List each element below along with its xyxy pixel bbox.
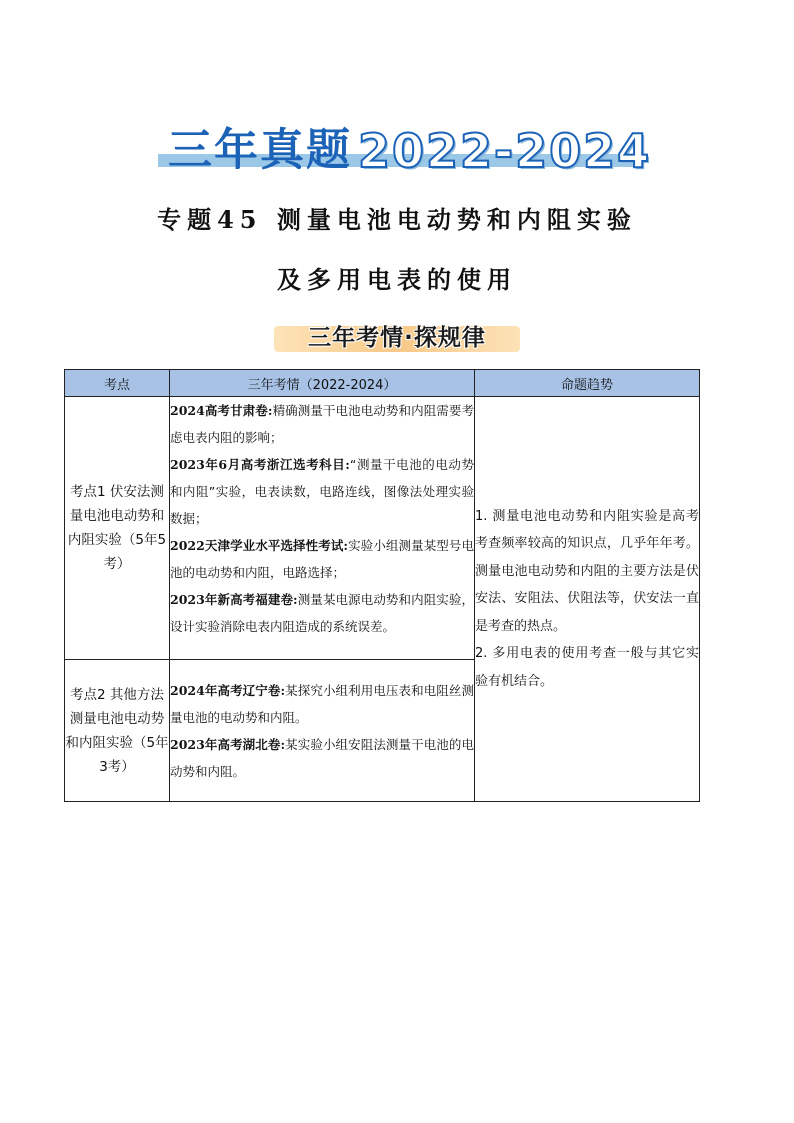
- table-row: [65, 397, 700, 660]
- history-entry: [170, 451, 474, 532]
- history-entry-source: 2023年高考湖北卷:: [170, 736, 286, 752]
- exam-point-cell: 考点1 伏安法测量电池电动势和内阻实验（5年5考）: [65, 397, 170, 660]
- page-title-line2: 及多用电表的使用: [277, 265, 517, 294]
- history-entry: [170, 397, 474, 451]
- history-entry-text: 某探究小组利用电压表和电阻丝测量电池的电动势和内阻。: [170, 682, 474, 725]
- page-title-line1: 专题45 测量电池电动势和内阻实验: [157, 205, 637, 234]
- history-entry: [170, 586, 474, 640]
- table-header-row: [65, 370, 700, 397]
- history-entry-text: 某实验小组安阻法测量干电池的电动势和内阻。: [170, 736, 474, 779]
- header-point: 考点: [65, 370, 170, 397]
- banner-title-cn: 三年真题: [168, 124, 352, 176]
- history-entry-text: 精确测量干电池电动势和内阻需要考虑电表内阻的影响；: [170, 403, 474, 445]
- badge-label: 三年考情·探规律: [308, 325, 486, 351]
- trend-item: 2. 多用电表的使用考查一般与其它实验有机结合。: [475, 646, 699, 689]
- header-trend: 命题趋势: [475, 370, 700, 397]
- history-entry-source: 2024高考甘肃卷:: [170, 403, 273, 418]
- trend-cell: [475, 397, 700, 802]
- header-history: 三年考情（2022-2024）: [170, 370, 475, 397]
- history-entry-source: 2024年高考辽宁卷:: [170, 682, 286, 698]
- history-entry: [170, 731, 474, 785]
- exam-analysis-table: [64, 369, 700, 802]
- banner-title: [168, 124, 651, 176]
- history-entry-text: 实验小组测量某型号电池的电动势和内阻，电路选择；: [170, 538, 474, 580]
- trend-item: 1. 测量电池电动势和内阻实验是高考考查频率较高的知识点，几乎年年考。测量电池电动势和内阻的主要方法是伏安法、安阻法、伏阻法等，伏安法一直是考查的热点。: [475, 508, 699, 634]
- history-entry: [170, 677, 474, 731]
- history-entry-source: 2022天津学业水平选择性考试:: [170, 538, 349, 553]
- history-entry-text: 测量某电源电动势和内阻实验，设计实验消除电表内阻造成的系统误差。: [170, 592, 474, 634]
- history-entry-text: “测量干电池的电动势和内阻”实验，电表读数，电路连线，图像法处理实验数据；: [170, 457, 474, 526]
- history-entry: [170, 532, 474, 586]
- history-entry-source: 2023年6月高考浙江选考科目:: [170, 457, 350, 472]
- exam-history-cell: [170, 397, 475, 660]
- banner-title-years: 2022-2024: [358, 123, 652, 178]
- banner: [158, 123, 652, 178]
- exam-point-cell: 考点2 其他方法测量电池电动势和内阻实验（5年3考）: [65, 660, 170, 802]
- exam-history-cell: [170, 660, 475, 802]
- section-badge: [274, 320, 520, 356]
- history-entry-source: 2023年新高考福建卷:: [170, 592, 298, 607]
